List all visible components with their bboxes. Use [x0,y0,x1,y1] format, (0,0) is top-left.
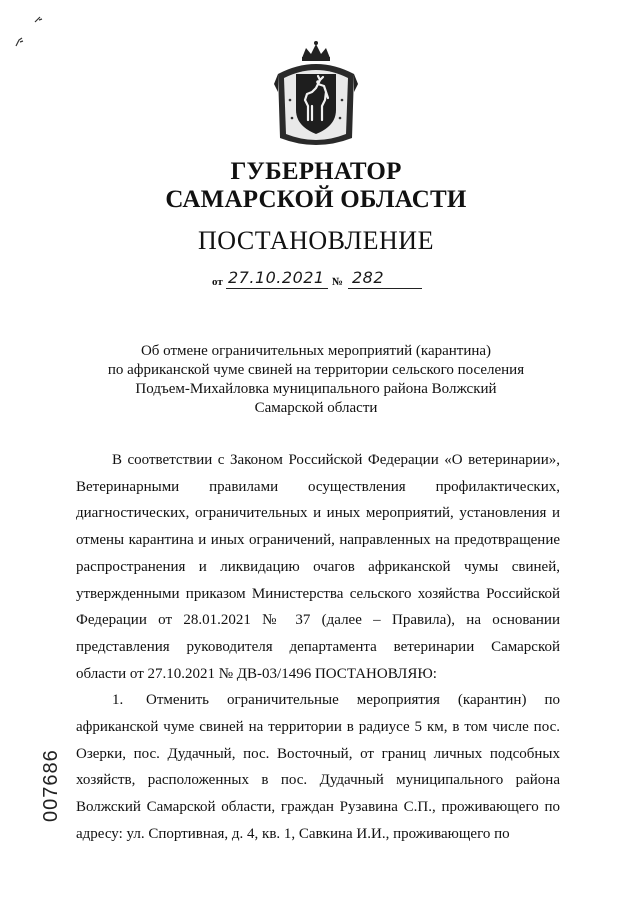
item-1-paragraph [76,687,560,847]
subject-line: Об отмене ограничительных мероприятий (карантина) [140,343,492,359]
document-number: 282 [352,268,385,287]
coat-of-arms-icon [272,40,360,150]
document-body [76,447,560,848]
number-label: № [332,276,344,288]
dateline [212,268,432,294]
preamble-paragraph: В соответствии с Законом Российской Федерации «О ветеринарии», Ветеринарными правилами осуществления профилактических, диагностических, ограничительных и иных мероприятий, установления и отмены карантина и иных ограничений, направленных на предотвращение распространения и ликвидацию очагов африканской чумы свиней, утвержденными приказом Министерства сельского хозяйства Российской Федерации от 28.01.2021 № 37 (далее – Правила), на основании представления руководителя департамента ветеринарии Самарской области от 27.10.2021 № ДВ-03/1496 ПОСТАНОВЛЯЮ: [76,452,560,682]
ink-mark [14,34,26,48]
number-underline [348,288,422,289]
subject-line: по африканской чуме свиней на территории сельского поселения [107,362,525,378]
item-1-number: 1. [112,692,124,709]
document-date: 27.10.2021 [228,268,325,287]
authority-region: САМАРСКОЙ ОБЛАСТИ [165,186,467,213]
registration-stamp: 007686 [40,749,62,822]
ink-mark [34,14,44,24]
item-1-text: Отменить ограничительные мероприятия (карантин) по африканской чуме свиней на территории в радиусе 5 км, в том числе пос. Озерки, пос. Дудачный, пос. Восточный, от границ личных подсобных хозяйств, расположенных в пос. Дудачный муниципального района Волжский Самарской области, граждан Рузавина С.П., проживающего по адресу: ул. Спортивная, д. 4, кв. 1, Савкина И.И., проживающего по [76,692,560,842]
date-underline [226,288,328,289]
document-type: ПОСТАНОВЛЕНИЕ [198,226,434,255]
subject-line: Самарской области [254,400,378,416]
subject-line: Подъем-Михайловка муниципального района Волжский [135,381,497,397]
date-label: от [212,276,223,288]
document-subject [60,342,572,418]
authority-title: ГУБЕРНАТОР [230,158,402,185]
